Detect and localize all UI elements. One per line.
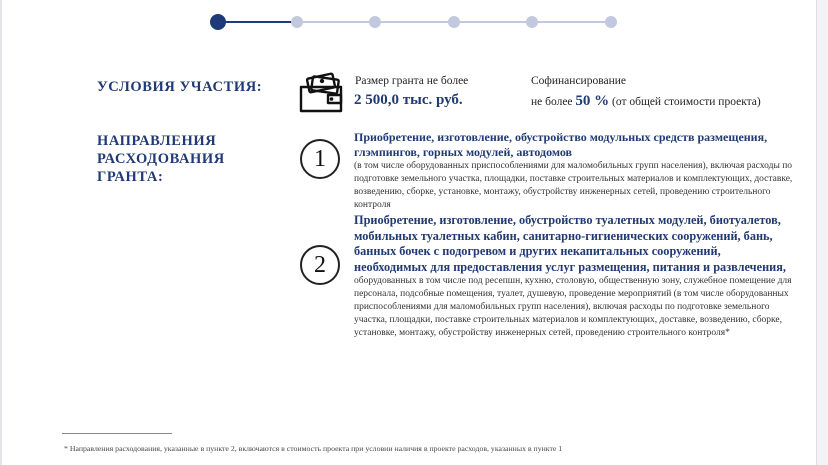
cofinancing-caption: Софинансирование xyxy=(531,75,626,87)
direction-item-description: оборудованных в том числе под ресепшн, кухню, столовую, общественную зону, служебное помещение для персонала, подсобные помещения, туалет, душевую, проведение мероприятий (в том числе оборудованных приспособлениями для маломобильных групп населения), включая расходы по подготовке земельного участка, площадки, поставке строительных материалов и комплектующих, доставке, возведению, сборке, установке, монтажу, обустройству инженерных сетей, проведению строительного контроля* xyxy=(354,276,792,338)
scrollbar-track[interactable] xyxy=(816,0,828,465)
stepper-connector xyxy=(218,21,297,23)
stepper-connector xyxy=(297,21,376,23)
stepper-step[interactable] xyxy=(526,16,538,28)
stepper-step[interactable] xyxy=(605,16,617,28)
item-number-badge: 1 xyxy=(300,139,340,179)
grant-size-value: 2 500,0 тыс. руб. xyxy=(354,92,463,108)
stepper-step[interactable] xyxy=(369,16,381,28)
item-number-badge: 2 xyxy=(300,245,340,285)
direction-item-description: (в том числе оборудованных приспособлениями для маломобильных групп населения), включая расходы по подготовке земельного участка, площадки, поставке строительных материалов и комплектующих, доставке, возведению, сборке, установке, монтажу, обустройству инженерных сетей, проведению строительного контроля xyxy=(354,161,793,210)
directions-heading-line: РАСХОДОВАНИЯ xyxy=(97,151,225,167)
stepper-connector xyxy=(375,21,454,23)
direction-item xyxy=(354,213,794,340)
footnote-divider xyxy=(62,433,172,434)
stepper-step[interactable] xyxy=(448,16,460,28)
directions-heading-line: ГРАНТА: xyxy=(97,169,164,185)
cofinancing-prefix: не более xyxy=(531,96,573,108)
cofinancing-percent: 50 % xyxy=(575,93,610,109)
direction-item-title: Приобретение, изготовление, обустройство туалетных модулей, биотуалетов, мобильных туалетных кабин, санитарно-гигиенических сооружений, бань, банных бочек с подогревом и других некапитальных сооружений, необходимых для предоставления услуг размещения, питания и развлечения, xyxy=(354,213,786,274)
stepper-step-active[interactable] xyxy=(210,14,226,30)
stepper-step[interactable] xyxy=(291,16,303,28)
directions-heading xyxy=(97,132,225,186)
grant-size-caption: Размер гранта не более xyxy=(355,75,469,87)
footnote: * Направления расходования, указанные в пункте 2, включаются в стоимость проекта при условии наличия в проекте расходов, указанных в пункте 1 xyxy=(64,444,563,453)
direction-item xyxy=(354,130,794,212)
cofinancing-line xyxy=(531,93,761,110)
stepper-connector xyxy=(532,21,611,23)
participation-heading: УСЛОВИЯ УЧАСТИЯ: xyxy=(97,79,263,95)
directions-heading-line: НАПРАВЛЕНИЯ xyxy=(97,133,217,149)
wallet-with-cash-icon xyxy=(298,72,344,114)
cofinancing-suffix: (от общей стоимости проекта) xyxy=(612,96,761,108)
stepper-connector xyxy=(454,21,533,23)
left-frame-border xyxy=(0,0,2,465)
direction-item-title: Приобретение, изготовление, обустройство модульных средств размещения, глэмпингов, горных модулей, автодомов xyxy=(354,130,768,159)
progress-stepper xyxy=(0,0,828,40)
